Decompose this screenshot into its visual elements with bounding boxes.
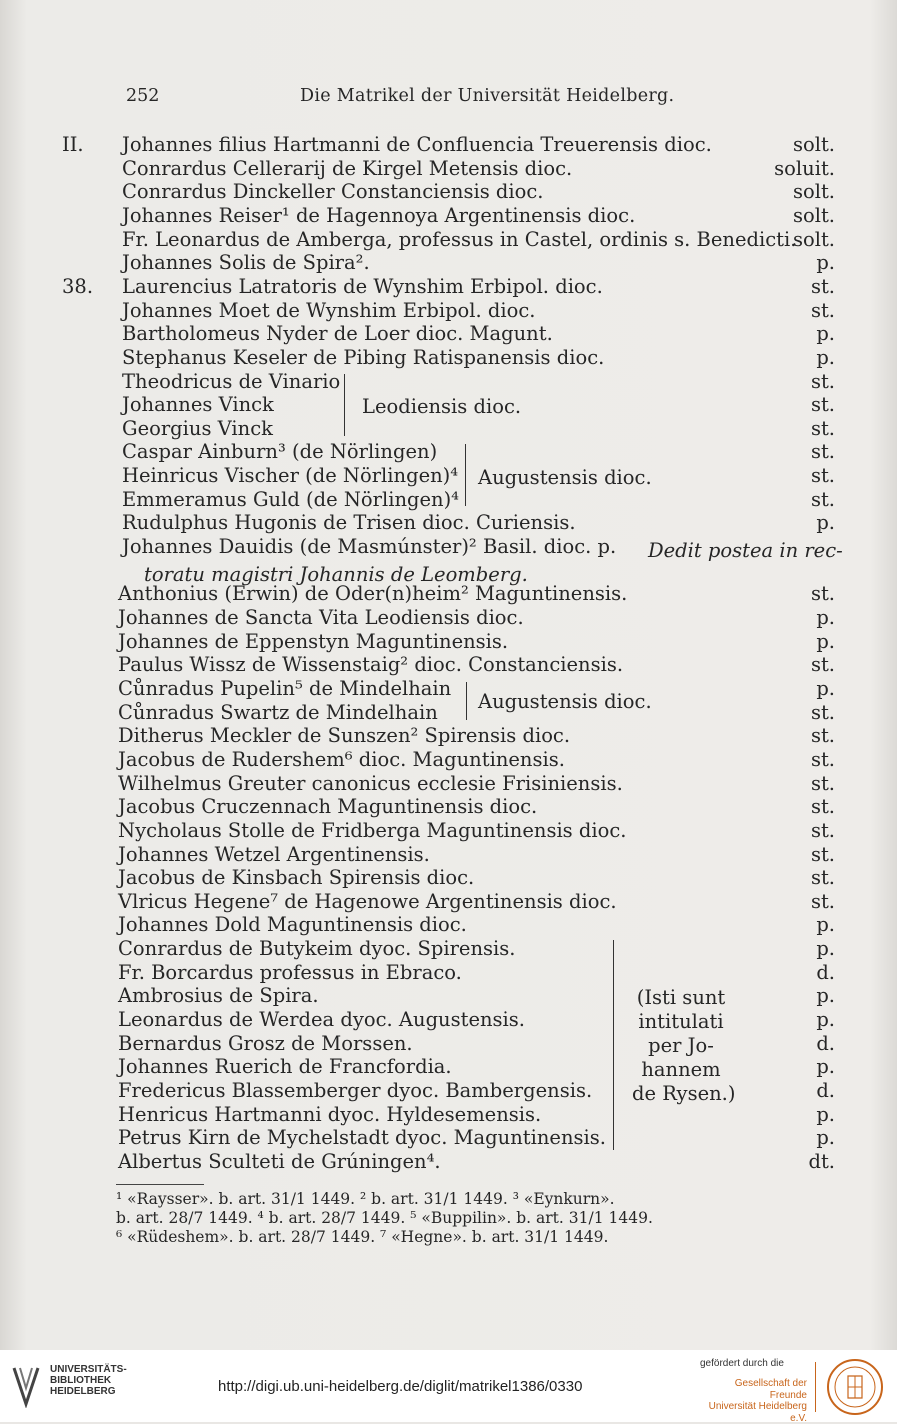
entry-status: p. (816, 629, 835, 653)
entry-status: st. (810, 842, 835, 866)
brace-augustensis-1 (465, 444, 466, 506)
running-title: Die Matrikel der Universität Heidelberg. (300, 86, 675, 106)
entry-line (0, 724, 897, 748)
brace-augustensis-1-label: Augustensis dioc. (478, 466, 652, 489)
entry-line (0, 961, 897, 985)
entry-name: Fr. Borcardus professus in Ebraco. (118, 960, 462, 984)
entry-status: dt. (808, 1149, 835, 1173)
entry-name: Johannes Reiser¹ de Hagennoya Argentinensis dioc. (122, 203, 636, 227)
italic-note-1: Dedit postea in rec- (648, 539, 843, 562)
entry-name: Heinricus Vischer (de Nörlingen)⁴ (122, 464, 459, 488)
entry-status: p. (816, 913, 835, 937)
entry-line (0, 488, 897, 512)
entry-name: Rudulphus Hugonis de Trisen dioc. Curiensis. (122, 511, 576, 535)
page-header (0, 86, 897, 110)
entry-name: Bartholomeus Nyder de Loer dioc. Magunt. (122, 322, 553, 346)
entry-name: Johannes Ruerich de Francfordia. (118, 1055, 452, 1079)
entry-name: Johannes Dauidis (de Masmúnster)² Basil. dioc. p. (122, 535, 617, 559)
entry-label: 38. (62, 274, 94, 298)
entry-line (0, 843, 897, 867)
entry-status: st. (810, 274, 835, 298)
entry-status: solt. (792, 133, 835, 156)
entry-line (0, 370, 897, 394)
footnote-rule (116, 1184, 204, 1185)
entry-name: Georgius Vinck (122, 416, 273, 440)
page-number: 252 (126, 86, 160, 106)
entry-name: Bernardus Grosz de Morssen. (118, 1031, 413, 1055)
entry-line (0, 772, 897, 796)
entry-name: Ambrosius de Spira. (118, 984, 319, 1008)
entry-status: p. (816, 606, 835, 629)
entry-line (0, 1032, 897, 1056)
entry-name: Wilhelmus Greuter canonicus ecclesie Frisiniensis. (118, 771, 623, 795)
entry-name: Fr. Leonardus de Amberga, professus in Castel, ordinis s. Benedicti. (122, 227, 797, 251)
entry-name: Theodricus de Vinario (122, 369, 341, 393)
entry-name: Johannes Solis de Spira². (122, 251, 370, 275)
entry-status: st. (810, 889, 835, 913)
entry-line (0, 937, 897, 961)
entry-line (0, 440, 897, 464)
entry-line (0, 677, 897, 701)
entry-status: st. (810, 866, 835, 890)
entry-status: p. (816, 1008, 835, 1032)
brace-augustensis-2 (466, 682, 467, 720)
entry-status: p. (816, 937, 835, 961)
entry-line (0, 913, 897, 937)
entry-line (0, 417, 897, 441)
entry-name: Henricus Hartmanni dyoc. Hyldesemensis. (118, 1102, 542, 1126)
entry-status: st. (810, 771, 835, 795)
entry-status: solt. (792, 180, 835, 204)
entry-line (0, 180, 897, 204)
entry-status: st. (810, 653, 835, 677)
entry-status: p. (816, 345, 835, 369)
entry-line (0, 251, 897, 275)
entry-status: p. (816, 676, 835, 700)
entry-line (0, 984, 897, 1008)
entry-status: st. (810, 298, 835, 322)
entry-name: Vlricus Hegene⁷ de Hagenowe Argentinensis dioc. (118, 889, 617, 913)
brace-rysen-label: (Isti sunt intitulati per Jo- hannem de Rysen.) (632, 986, 736, 1105)
entry-name: Conrardus Cellerarij de Kirgel Metensis dioc. (122, 156, 573, 180)
entry-line (0, 890, 897, 914)
entry-name: Ditherus Meckler de Sunszen² Spirensis dioc. (118, 724, 571, 748)
entry-status: solt. (792, 227, 835, 251)
entry-label: II. (62, 133, 84, 156)
university-seal-icon (826, 1358, 884, 1416)
entry-status: p. (816, 1126, 835, 1150)
entry-status: d. (816, 1079, 835, 1102)
entry-name: Johannes de Sancta Vita Leodiensis dioc. (118, 606, 524, 629)
entry-line (0, 133, 897, 157)
entry-line (0, 1008, 897, 1032)
entry-status: st. (810, 487, 835, 511)
entry-name: Anthonius (Erwin) de Oder(n)heim² Maguntinensis. (118, 582, 628, 606)
entry-status: st. (810, 440, 835, 464)
entry-name: Cůnradus Pupelin⁵ de Mindelhain (118, 676, 452, 700)
entry-line (0, 464, 897, 488)
footer-divider (815, 1362, 816, 1412)
entry-line (0, 1103, 897, 1127)
entry-name: Cůnradus Swartz de Mindelhain (118, 700, 438, 724)
permalink[interactable]: http://digi.ub.uni-heidelberg.de/diglit/matrikel1386/0330 (218, 1378, 583, 1395)
brace-leodiensis-label: Leodiensis dioc. (362, 395, 522, 418)
entry-status: st. (810, 369, 835, 393)
library-logo-icon (10, 1364, 44, 1408)
digitization-footer (0, 1350, 897, 1422)
entry-name: Nycholaus Stolle de Fridberga Maguntinensis dioc. (118, 818, 627, 842)
entry-name: Johannes Moet de Wynshim Erbipol. dioc. (122, 298, 536, 322)
entry-status: p. (816, 984, 835, 1008)
entry-name: Albertus Sculteti de Grúningen⁴. (118, 1149, 441, 1173)
entry-name: Fredericus Blassemberger dyoc. Bambergensis. (118, 1079, 593, 1102)
entry-line (0, 299, 897, 323)
entry-status: st. (810, 700, 835, 724)
entry-line (0, 1079, 897, 1103)
entry-status: soluit. (774, 156, 835, 180)
entry-line (0, 606, 897, 630)
entry-name: Johannes Vinck (122, 393, 274, 417)
society-name: Gesellschaft der Freunde Universität Heidelberg e.V. (708, 1378, 807, 1424)
entry-status: p. (816, 1102, 835, 1126)
entry-line (0, 1150, 897, 1174)
entry-name: Johannes Dold Maguntinensis dioc. (118, 913, 467, 937)
entry-name: Jacobus de Kinsbach Spirensis dioc. (118, 866, 475, 890)
entry-name: Paulus Wissz de Wissenstaig² dioc. Constanciensis. (118, 653, 624, 677)
footnote-line-2: b. art. 28/7 1449. ⁴ b. art. 28/7 1449. ⁵ «Buppilin». b. art. 31/1 1449. (116, 1209, 653, 1227)
entry-status: st. (810, 724, 835, 748)
library-name: UNIVERSITÄTS- BIBLIOTHEK HEIDELBERG (50, 1364, 127, 1397)
entry-line (0, 228, 897, 252)
entry-line (0, 866, 897, 890)
entry-status: d. (816, 1031, 835, 1055)
footnote-line-1: ¹ «Raysser». b. art. 31/1 1449. ² b. art. 31/1 1449. ³ «Eynkurn». (116, 1190, 615, 1208)
entry-line (0, 204, 897, 228)
footnote-line-3: ⁶ «Rüdeshem». b. art. 28/7 1449. ⁷ «Hegne». b. art. 31/1 1449. (116, 1228, 609, 1246)
entry-name: Stephanus Keseler de Pibing Ratispanensis dioc. (122, 345, 605, 369)
brace-leodiensis (344, 374, 345, 436)
entry-name: Leonardus de Werdea dyoc. Augustensis. (118, 1008, 525, 1032)
entry-line (0, 653, 897, 677)
entry-name: Caspar Ainburn³ (de Nörlingen) (122, 440, 438, 464)
entry-line (0, 511, 897, 535)
entry-line (0, 322, 897, 346)
brace-augustensis-2-label: Augustensis dioc. (478, 690, 652, 713)
entry-status: p. (816, 251, 835, 275)
entry-line (0, 1126, 897, 1150)
entry-status: p. (816, 1055, 835, 1079)
entry-status: p. (816, 511, 835, 535)
entry-name: Conrardus Dinckeller Constanciensis dioc. (122, 180, 544, 204)
entry-name: Johannes filius Hartmanni de Confluencia Treuerensis dioc. (122, 133, 712, 156)
entry-line (0, 701, 897, 725)
entry-status: st. (810, 393, 835, 417)
entry-name: Laurencius Latratoris de Wynshim Erbipol. dioc. (122, 274, 603, 298)
entry-line (0, 795, 897, 819)
entry-status: p. (816, 322, 835, 346)
entry-status: st. (810, 464, 835, 488)
entry-name: Emmeramus Guld (de Nörlingen)⁴ (122, 487, 460, 511)
entry-name: Conrardus de Butykeim dyoc. Spirensis. (118, 937, 516, 961)
italic-note-2: toratu magistri Johannis de Leomberg. (144, 563, 528, 586)
entry-line (0, 748, 897, 772)
entry-status: st. (810, 795, 835, 819)
entry-status: d. (816, 960, 835, 984)
entry-name: Jacobus de Rudershem⁶ dioc. Maguntinensis. (118, 747, 565, 771)
entry-status: solt. (792, 203, 835, 227)
entry-status: st. (810, 818, 835, 842)
brace-rysen (613, 940, 614, 1150)
entry-line (0, 346, 897, 370)
entry-line (0, 819, 897, 843)
entry-name: Petrus Kirn de Mychelstadt dyoc. Maguntinensis. (118, 1126, 606, 1150)
entry-status: st. (810, 582, 835, 606)
funded-by: gefördert durch die (700, 1358, 784, 1369)
entry-name: Johannes de Eppenstyn Maguntinensis. (118, 629, 509, 653)
entry-name: Jacobus Cruczennach Maguntinensis dioc. (118, 795, 538, 819)
entry-name: Johannes Wetzel Argentinensis. (118, 842, 430, 866)
entry-line (0, 1055, 897, 1079)
entry-line (0, 275, 897, 299)
entry-status: st. (810, 416, 835, 440)
entry-line (0, 630, 897, 654)
entry-line (0, 157, 897, 181)
entry-status: st. (810, 747, 835, 771)
